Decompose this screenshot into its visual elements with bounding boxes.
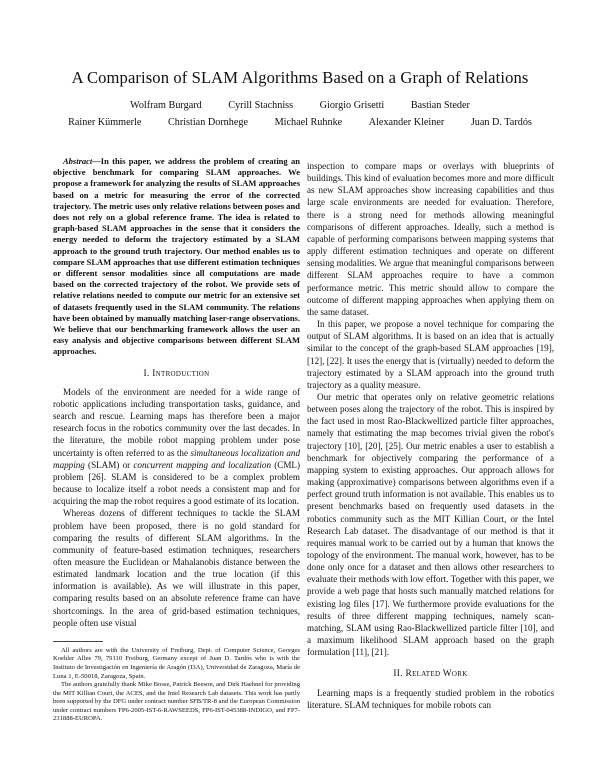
body-paragraph: Our metric that operates only on relative geometric relations between poses along the trajectory of the robot. This is inspired by the fact used in most Rao-Blackwellized particle filter approaches, namely that estimating the map becomes trivial given the robot's trajectory [10], [20], [25]. Our metric enables a user to establish a benchmark for objectively comparing the performance of a mapping system to existing approaches. Our approach allows for making (approximative) comparisons between algorithms even if a perfect ground truth information is not available. This enables us to present benchmarks based on frequently used datasets in the robotics community such as the MIT Killian Court, or the Intel Research Lab dataset. The disadvantage of our method is that it requires manual work to be carried out by a human that knows the topology of the environment. The manual work, however, has to be done only once for a dataset and then allows other researchers to evaluate their methods with low effort. Together with this paper, we provide a web page that hosts such manually matched relations for existing log files [17]. We furthermore provide evaluations for the results of three different mapping techniques, namely scan-matching, SLAM using Rao-Blackwellized particle filter [10], and a maximum likelihood SLAM approach based on the graph formulation [11], [21]. [307,391,554,658]
author-name: Bastian Steder [410,100,470,111]
related-paragraph-1: Learning maps is a frequently studied problem in the robotics literature. SLAM techniques for mobile robots can [307,687,554,710]
body-paragraph: inspection to compare maps or overlays with blueprints of buildings. This kind of evaluation becomes more and more difficult as new SLAM approaches show increasing capabilities and thus large scale environments are needed for evaluation. Therefore, there is a strong need for methods allowing meaningful comparisons of different approaches. Ideally, such a method is capable of performing comparisons between mapping systems that apply different estimation techniques and operate on different sensing modalities. We argue that meaningful comparisons between different SLAM approaches require to have a common performance metric. This metric should allow to compare the outcome of different mapping approaches when applying them on the same dataset. [307,161,554,317]
author-name: Wolfram Burgard [130,100,202,111]
body-paragraph: In this paper, we propose a novel technique for comparing the output of SLAM algorithms. It is based on an idea that is actually similar to the concept of the graph-based SLAM approaches [19], [12], [22]. It uses the energy that is (virtually) needed to deform the trajectory estimated by a SLAM approach into the ground truth trajectory as a quality measure. [307,319,554,390]
paper-title: A Comparison of SLAM Algorithms Based on a Graph of Relations [71,68,529,87]
abstract-text: —In this paper, we address the problem of creating an objective benchmark for comparing SLAM approaches. We propose a framework for analyzing the results of SLAM approaches based on a metric for measuring the error of the corrected trajectory. The metric uses only relative relations between poses and does not rely on a global reference frame. The idea is related to graph-based SLAM approaches in the sense that it considers the energy needed to deform the trajectory estimated by a SLAM approach to the ground truth trajectory. Our method enables us to compare SLAM approaches that use different estimation techniques or different sensor modalities since all computations are made based on the corrected trajectory of the robot. We provide sets of relative relations needed to compute our metric for an extensive set of datasets frequently used in the SLAM community. The relations have been obtained by manually matching laser-range observations. We believe that our benchmarking framework allows the user an easy analysis and objective comparisons between different SLAM approaches. [53,156,300,357]
section-number: II. [393,669,406,680]
section-title: Introduction [152,368,210,379]
author-list-line-1 [0,100,600,111]
emphasis-text: simultaneous localization and mapping [53,447,300,470]
section-heading-introduction [53,368,300,380]
author-name: Rainer Kümmerle [68,117,142,128]
body-text: (SLAM) or [84,459,134,470]
author-name: Juan D. Tardós [470,117,532,128]
emphasis-text: concurrent mapping and localization [133,459,272,470]
left-column [53,156,300,724]
footnote-divider [53,641,103,642]
intro-paragraph-2: Whereas dozens of different techniques to tackle the SLAM problem have been proposed, there is no gold standard for comparing the results of different SLAM algorithms. In the community of feature-based estimation techniques, researchers often measure the Euclidean or Mahalanobis distance between the estimated landmark location and the true location (if this information is available). As we will illustrate in this paper, comparing results based on an absolute reference frame can have shortcomings. In the area of grid-based estimation techniques, people often use visual [53,508,300,628]
section-title: Related Work [405,669,468,680]
author-name: Alexander Kleiner [368,117,445,128]
right-column [307,160,554,711]
section-heading-related-work [307,668,554,680]
intro-paragraph-1 [53,386,300,508]
author-list-line-2 [0,117,600,128]
author-name: Cyrill Stachniss [228,100,294,111]
abstract-label: Abstract [63,156,93,166]
footnote [53,647,300,724]
body-text: Models of the environment are needed for a wide range of robotic applications including transportation tasks, guidance, and search and rescue. Learning maps has therefore been a major research focus in the robotics community over the last decades. In the literature, the mobile robot mapping problem under pose uncertainty is often referred to as the [53,386,300,458]
footnote-affiliation: All authors are with the University of Freiburg, Dept. of Computer Science, Georges Koehler Allee 79, 79110 Freiburg, Germany except of Juan D. Tardós who is with the Instituto de Investigación en Ingeniería de Aragón (I3A), Universidad de Zaragoza, María de Luna 1, E-50018, Zaragoza, Spain. [53,646,300,680]
body-text: (CML) problem [26]. SLAM is considered to be a complex problem because to localize itself a robot needs a consistent map and for acquiring the map the robot requires a good estimate of its location. [53,459,301,507]
author-name: Giorgio Grisetti [319,100,385,111]
abstract [53,156,300,358]
author-name: Michael Ruhnke [274,117,343,128]
author-name: Christian Dornhege [167,117,249,128]
footnote-acknowledgement: The authors gratefully thank Mike Bosse, Patrick Beeson, and Dirk Haehnel for providing the MIT Killian Court, the ACES, and the Intel Research Lab datasets. This work has partly been supported by the DFG under contract number SFB/TR-8 and the European Commission under contract numbers FP6-2005-IST-6-RAWSEEDS, FP6-IST-045388-INDIGO, and FP7-231888-EUROPA. [53,681,300,723]
section-number: I. [143,368,153,379]
